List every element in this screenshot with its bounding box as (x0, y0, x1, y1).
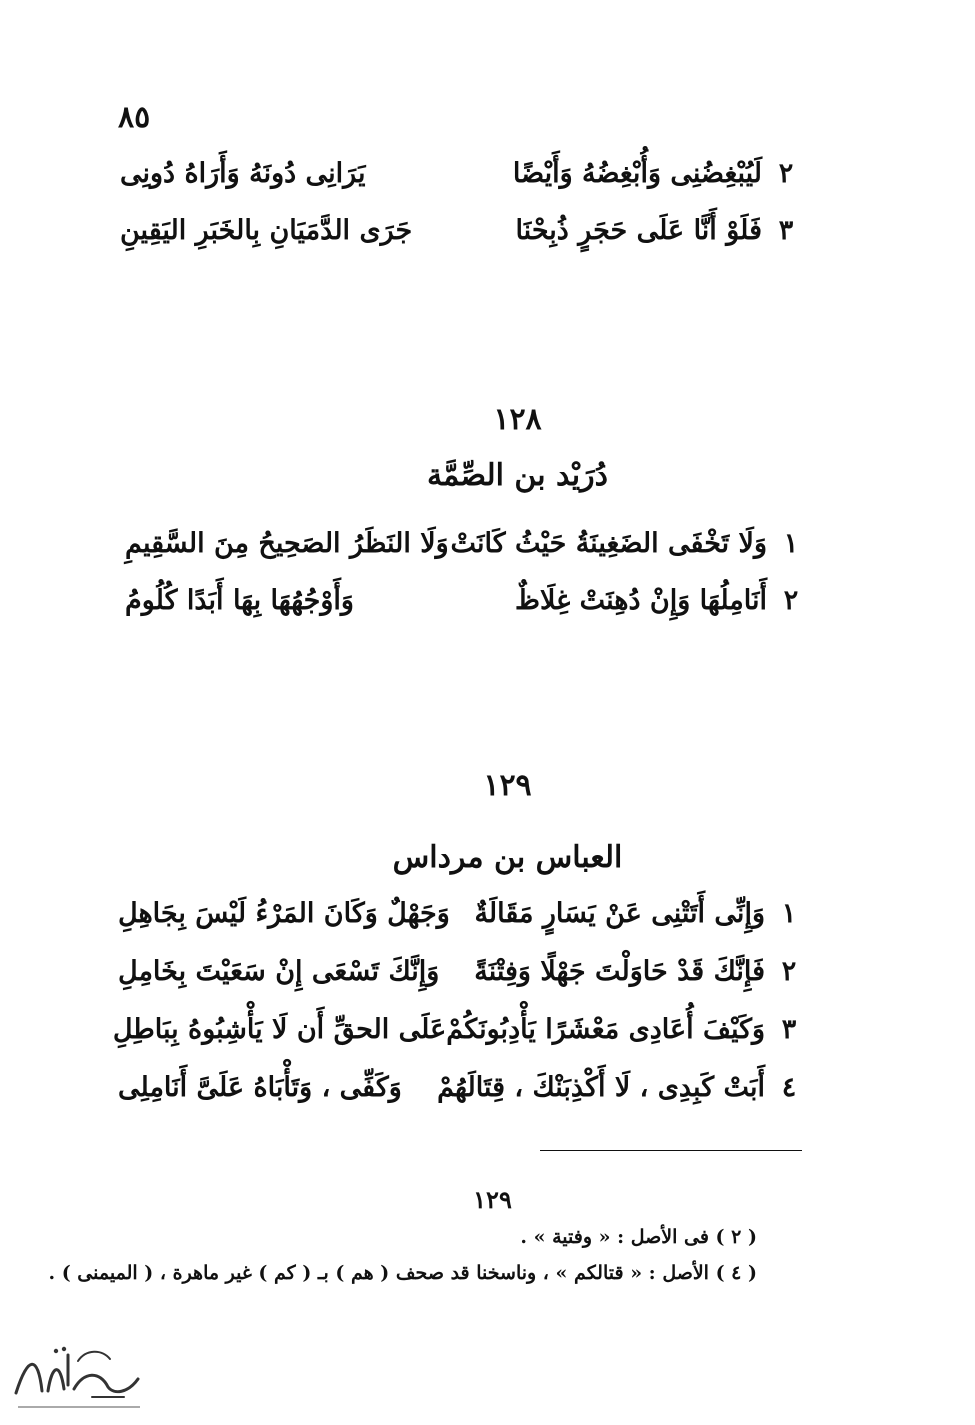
verse-number: ٢ (778, 158, 794, 189)
poet-name: دُرَيْد بن الصِّمَّة (427, 458, 608, 493)
poem-number: ١٢٨ (493, 402, 542, 437)
calligraphy-seal-logo (8, 1335, 148, 1415)
footnote-divider (540, 1150, 802, 1151)
first-hemistich: أَبَتْ كَبِدِى ، لَا أَكْذِبَنْكَ ، قِتَالَهُمْ (437, 1072, 765, 1103)
first-hemistich: وَإِنِّى أَتَتْنِى عَنْ يَسَارٍ مَقَالَةٌ (474, 898, 765, 929)
first-hemistich: وَلَا تَخْفَى الضَغِينَةُ حَيْثُ كَانَتْ (450, 528, 767, 559)
verse-number: ٣ (778, 215, 794, 246)
second-hemistich: وَلَا النَظَرُ الصَحِيحُ مِنَ السَّقِيمِ (125, 528, 449, 559)
verse-line (120, 158, 810, 189)
verse-line (125, 585, 815, 616)
verse-line (118, 898, 813, 929)
second-hemistich: يَرَانِى دُونَهُ وَأَرَاهُ دُونِى (120, 158, 366, 189)
second-hemistich: وَإِنَّكَ تَسْعَى إِنْ سَعَيْتَ بِخَامِلِ (118, 956, 440, 987)
verse-line (118, 956, 813, 987)
verse-line (125, 528, 815, 559)
first-hemistich: فَلَوْ أَنَّا عَلَى حَجَرٍ ذُبِحْنَا (515, 215, 762, 246)
first-hemistich: وَكَيْفَ أُعَادِى مَعْشَرًا يَأْدِبُونَكُمْ (446, 1014, 765, 1045)
verse-line (120, 215, 810, 246)
verse-number: ٢ (781, 956, 797, 987)
second-hemistich: عَلَى الحقِّ أَن لَا يَأْشِبُوهُ بِبَاطِلِ (112, 1014, 447, 1045)
second-hemistich: وَكَفِّى ، وَتَأْبَاهُ عَلَىَّ أَنَامِلِى (118, 1072, 402, 1103)
verse-number: ٢ (783, 585, 799, 616)
poem-number: ١٢٩ (483, 768, 532, 803)
verse-number: ٣ (781, 1014, 797, 1045)
verse-number: ٤ (781, 1072, 797, 1103)
verse-line (118, 1072, 813, 1103)
footnote-poem-number: ١٢٩ (473, 1185, 512, 1214)
second-hemistich: وَجَهْلٌ وَكَانَ المَرْءُ لَيْسَ بِجَاهِلِ (118, 898, 450, 929)
first-hemistich: لَيُبْغِضُنِى وَأُبْغِضُهُ وَأَيْضًا (512, 158, 762, 189)
verse-line (112, 1014, 813, 1045)
second-hemistich: وَأَوْجُهُهَا بِهَا أَبَدًا كُلُومُ (125, 585, 354, 616)
verse-number: ١ (781, 898, 797, 929)
first-hemistich: فَإِنَّكَ قَدْ حَاوَلْتَ جَهْلًا وَفِتْنَةً (474, 956, 765, 987)
poet-name: العباس بن مرداس (392, 840, 623, 875)
second-hemistich: جَرَى الدَّمَيَانِ بِالخَبَرِ اليَقِينِ (120, 215, 413, 246)
first-hemistich: أَنَامِلُهَا وَإِنْ دُهِنَتْ غِلَاظٌ (514, 585, 767, 616)
page-number: ٨٥ (118, 100, 151, 135)
footnote: ( ٤ ) الأصل : « قتالكم » ، وناسخنا قد صحف ( هم ) بـ ( كم ) غير ماهرة ، ( الميمنى ) . (48, 1262, 757, 1284)
verse-number: ١ (783, 528, 799, 559)
footnote: ( ٢ ) فى الأصل : « وفتية » . (520, 1226, 757, 1248)
